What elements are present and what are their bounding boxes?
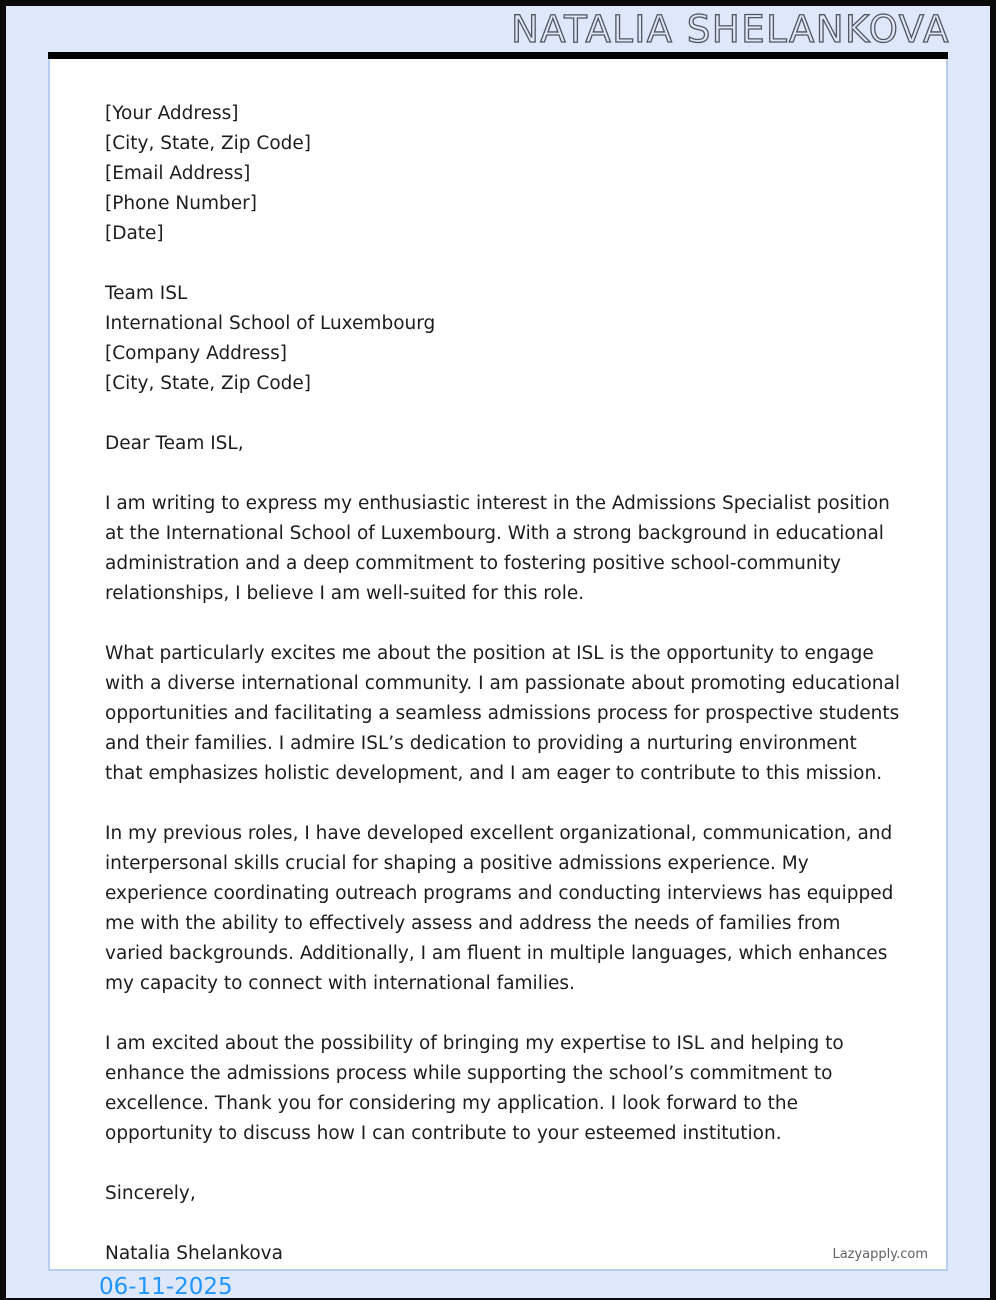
document-frame: [6, 6, 990, 1298]
letter-paragraph: I am writing to express my enthusiastic interest in the Admissions Specialist position at the International School of Luxembourg. With a strong background in educational administration and a deep commitment to fostering positive school-community relationships, I believe I am well-suited for this role.: [105, 493, 890, 604]
recipient-address-line: [City, State, Zip Code]: [105, 373, 311, 394]
letter-paragraph: I am excited about the possibility of bringing my expertise to ISL and helping to enhance the admissions process while supporting the school’s commitment to excellence. Thank you for considering my application. I look forward to the opportunity to discuss how I can contribute to your esteemed institution.: [105, 1033, 844, 1144]
sender-address-line: [Date]: [105, 223, 164, 244]
recipient-address-block: [105, 279, 900, 399]
recipient-address-line: [Company Address]: [105, 343, 288, 364]
letter-content: [105, 99, 900, 1269]
letterhead-name: NATALIA SHELANKOVA: [511, 8, 950, 51]
letterhead: [6, 6, 990, 52]
letter-paragraph: What particularly excites me about the position at ISL is the opportunity to engage with a diverse international community. I am passionate about promoting educational opportunities and facilitating a seamless admissions process for prospective students and their families. I admire ISL’s dedication to providing a nurturing environment that emphasizes holistic development, and I am eager to contribute to this mission.: [105, 643, 900, 784]
sender-address-line: [Phone Number]: [105, 193, 257, 214]
letterhead-rule: [48, 52, 948, 59]
signature-name: Natalia Shelankova: [105, 1243, 283, 1264]
letter-sheet: [48, 59, 948, 1271]
sender-address-line: [City, State, Zip Code]: [105, 133, 311, 154]
brand-watermark: Lazyapply.com: [832, 1247, 928, 1262]
letter-paragraph: In my previous roles, I have developed excellent organizational, communication, and interpersonal skills crucial for shaping a positive admissions experience. My experience coordinating outreach programs and conducting interviews has equipped me with the ability to effectively assess and address the needs of families from varied backgrounds. Additionally, I am fluent in multiple languages, which enhances my capacity to connect with international families.: [105, 823, 894, 994]
closing: Sincerely,: [105, 1183, 196, 1204]
document-date: 06-11-2025: [99, 1274, 233, 1298]
recipient-address-line: International School of Luxembourg: [105, 313, 436, 334]
recipient-address-line: Team ISL: [105, 283, 188, 304]
sender-address-line: [Your Address]: [105, 103, 239, 124]
salutation: Dear Team ISL,: [105, 433, 244, 454]
sender-address-block: [105, 99, 900, 249]
sheet-footer: [50, 1235, 946, 1265]
sender-address-line: [Email Address]: [105, 163, 251, 184]
